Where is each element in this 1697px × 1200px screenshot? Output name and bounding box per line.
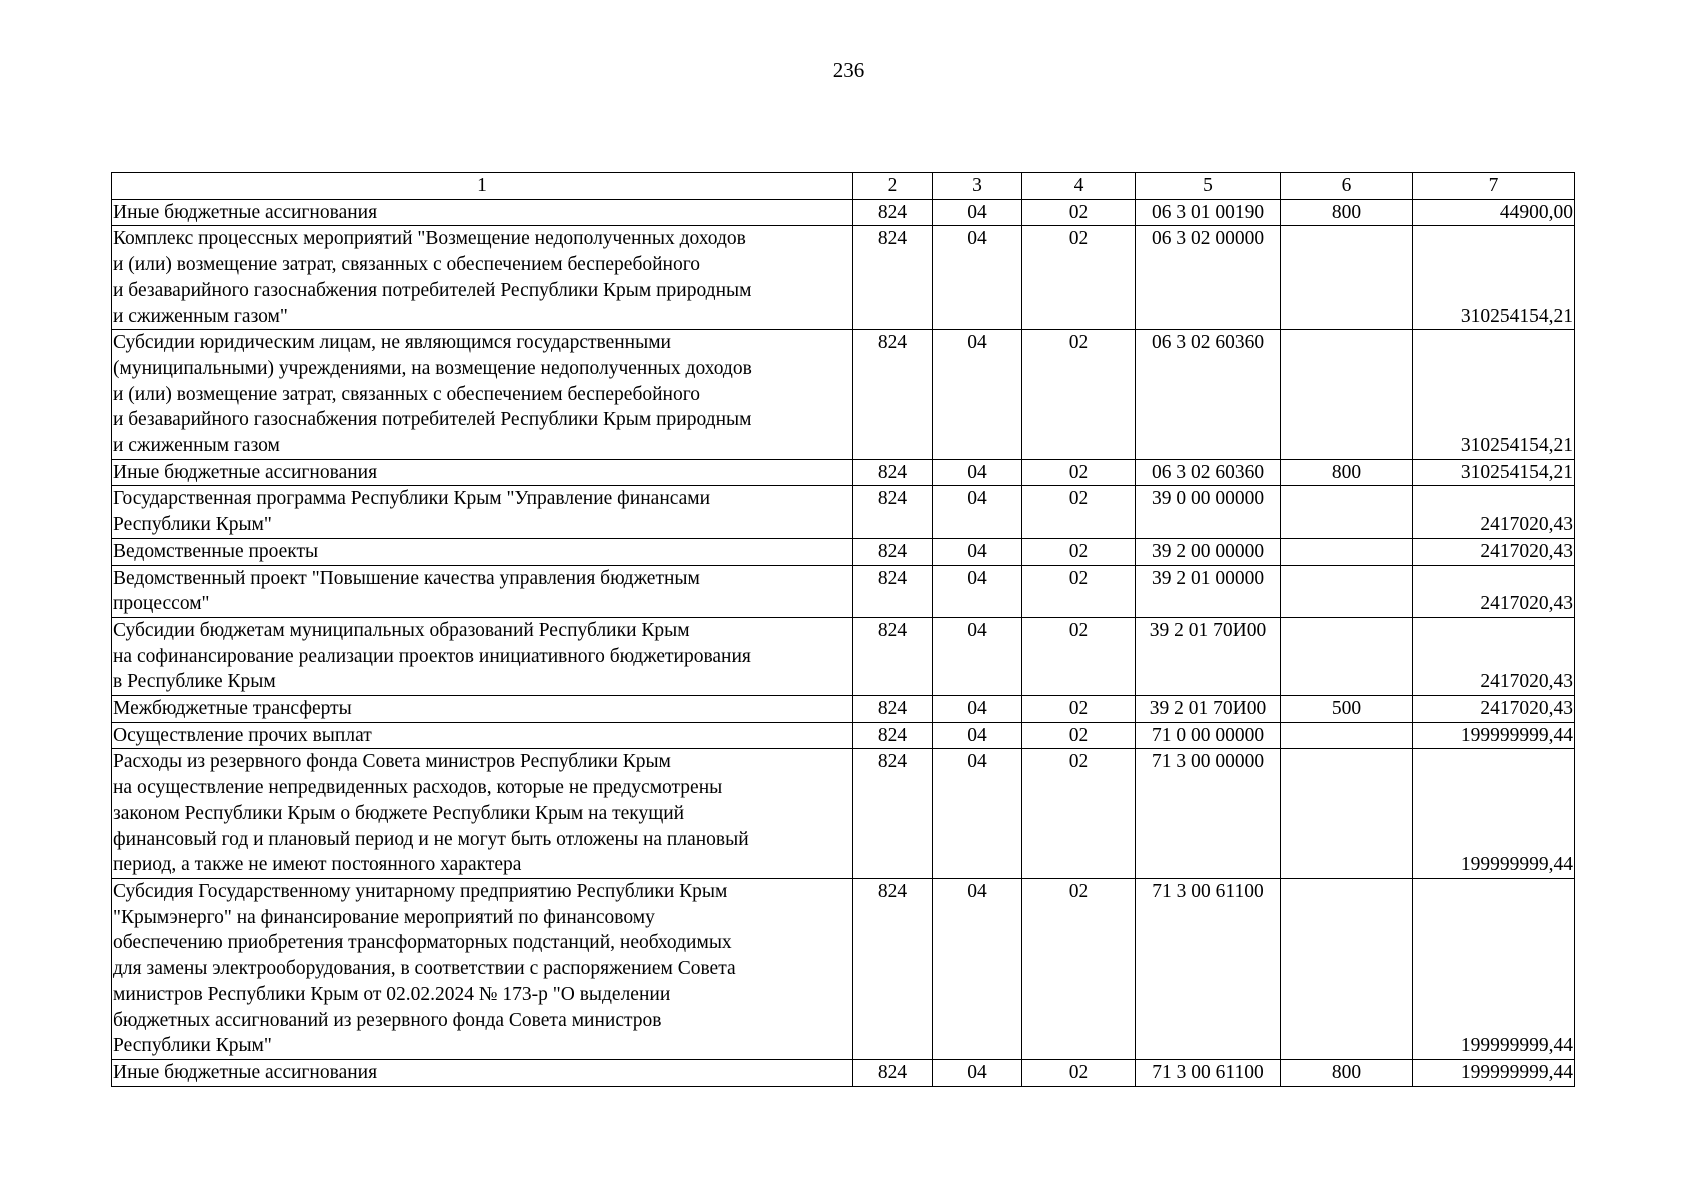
amount-cell: 199999999,44 — [1413, 722, 1575, 749]
page-number: 236 — [832, 58, 865, 82]
subsection-code-cell: 02 — [1022, 199, 1136, 226]
target-article-cell: 06 3 02 00000 — [1136, 226, 1281, 330]
target-article-cell: 71 3 00 61100 — [1136, 1059, 1281, 1086]
header-cell: 6 — [1281, 173, 1413, 200]
item-name-cell: Межбюджетные трансферты — [112, 696, 853, 723]
expense-type-cell — [1281, 565, 1413, 617]
amount-cell: 310254154,21 — [1413, 459, 1575, 486]
table-row — [112, 696, 1575, 723]
ministry-code-cell: 824 — [853, 696, 933, 723]
table-header-row — [112, 173, 1575, 200]
subsection-code-cell: 02 — [1022, 226, 1136, 330]
expense-type-cell: 800 — [1281, 459, 1413, 486]
ministry-code-cell: 824 — [853, 722, 933, 749]
amount-cell: 199999999,44 — [1413, 878, 1575, 1059]
ministry-code-cell: 824 — [853, 749, 933, 879]
amount-cell: 2417020,43 — [1413, 696, 1575, 723]
table-row — [112, 617, 1575, 695]
subsection-code-cell: 02 — [1022, 696, 1136, 723]
amount-cell: 2417020,43 — [1413, 486, 1575, 538]
section-code-cell: 04 — [933, 226, 1022, 330]
section-code-cell: 04 — [933, 1059, 1022, 1086]
ministry-code-cell: 824 — [853, 538, 933, 565]
section-code-cell: 04 — [933, 486, 1022, 538]
ministry-code-cell: 824 — [853, 459, 933, 486]
expense-type-cell — [1281, 538, 1413, 565]
target-article-cell: 39 2 01 70И00 — [1136, 617, 1281, 695]
item-name-cell: Иные бюджетные ассигнования — [112, 1059, 853, 1086]
header-cell: 7 — [1413, 173, 1575, 200]
target-article-cell: 71 0 00 00000 — [1136, 722, 1281, 749]
table-row — [112, 538, 1575, 565]
expense-type-cell: 500 — [1281, 696, 1413, 723]
ministry-code-cell: 824 — [853, 1059, 933, 1086]
table-row — [112, 330, 1575, 460]
table-row — [112, 459, 1575, 486]
expense-type-cell — [1281, 722, 1413, 749]
item-name-cell: Государственная программа Республики Крым "Управление финансами Республики Крым" — [112, 486, 853, 538]
item-name-cell: Субсидия Государственному унитарному предприятию Республики Крым "Крымэнерго" на финансирование мероприятий по финансовому обеспечению приобретения трансформаторных подстанций, необходимых для замены электрооборудования, в соответствии с распоряжением Совета министров Республики Крым от 02.02.2024 № 173-р "О выделении бюджетных ассигнований из резервного фонда Совета министров Республики Крым" — [112, 878, 853, 1059]
item-name-cell: Расходы из резервного фонда Совета министров Республики Крым на осуществление непредвиденных расходов, которые не предусмотрены законом Республики Крым о бюджете Республики Крым на текущий финансовый год и плановый период и не могут быть отложены на плановый период, а также не имеют постоянного характера — [112, 749, 853, 879]
subsection-code-cell: 02 — [1022, 538, 1136, 565]
header-cell: 1 — [112, 173, 853, 200]
target-article-cell: 06 3 02 60360 — [1136, 330, 1281, 460]
ministry-code-cell: 824 — [853, 226, 933, 330]
target-article-cell: 39 2 00 00000 — [1136, 538, 1281, 565]
item-name-cell: Иные бюджетные ассигнования — [112, 459, 853, 486]
section-code-cell: 04 — [933, 330, 1022, 460]
subsection-code-cell: 02 — [1022, 486, 1136, 538]
table-row — [112, 199, 1575, 226]
item-name-cell: Ведомственные проекты — [112, 538, 853, 565]
table-row — [112, 878, 1575, 1059]
table-row — [112, 486, 1575, 538]
item-name-cell: Комплекс процессных мероприятий "Возмещение недополученных доходов и (или) возмещение затрат, связанных с обеспечением бесперебойного и безаварийного газоснабжения потребителей Республики Крым природным и сжиженным газом" — [112, 226, 853, 330]
section-code-cell: 04 — [933, 565, 1022, 617]
amount-cell: 2417020,43 — [1413, 565, 1575, 617]
section-code-cell: 04 — [933, 617, 1022, 695]
header-cell: 4 — [1022, 173, 1136, 200]
header-cell: 5 — [1136, 173, 1281, 200]
ministry-code-cell: 824 — [853, 565, 933, 617]
expense-type-cell — [1281, 749, 1413, 879]
header-cell: 3 — [933, 173, 1022, 200]
subsection-code-cell: 02 — [1022, 878, 1136, 1059]
table-row — [112, 565, 1575, 617]
target-article-cell: 06 3 01 00190 — [1136, 199, 1281, 226]
target-article-cell: 39 0 00 00000 — [1136, 486, 1281, 538]
expense-type-cell — [1281, 878, 1413, 1059]
item-name-cell: Ведомственный проект "Повышение качества управления бюджетным процессом" — [112, 565, 853, 617]
amount-cell: 2417020,43 — [1413, 617, 1575, 695]
subsection-code-cell: 02 — [1022, 459, 1136, 486]
subsection-code-cell: 02 — [1022, 749, 1136, 879]
table-row — [112, 749, 1575, 879]
section-code-cell: 04 — [933, 538, 1022, 565]
expense-type-cell: 800 — [1281, 1059, 1413, 1086]
ministry-code-cell: 824 — [853, 199, 933, 226]
section-code-cell: 04 — [933, 459, 1022, 486]
item-name-cell: Осуществление прочих выплат — [112, 722, 853, 749]
section-code-cell: 04 — [933, 696, 1022, 723]
subsection-code-cell: 02 — [1022, 330, 1136, 460]
target-article-cell: 39 2 01 00000 — [1136, 565, 1281, 617]
ministry-code-cell: 824 — [853, 486, 933, 538]
subsection-code-cell: 02 — [1022, 722, 1136, 749]
expense-type-cell — [1281, 330, 1413, 460]
target-article-cell: 06 3 02 60360 — [1136, 459, 1281, 486]
expense-type-cell — [1281, 486, 1413, 538]
subsection-code-cell: 02 — [1022, 617, 1136, 695]
amount-cell: 44900,00 — [1413, 199, 1575, 226]
expense-type-cell — [1281, 226, 1413, 330]
subsection-code-cell: 02 — [1022, 565, 1136, 617]
ministry-code-cell: 824 — [853, 878, 933, 1059]
target-article-cell: 71 3 00 61100 — [1136, 878, 1281, 1059]
table-row — [112, 1059, 1575, 1086]
ministry-code-cell: 824 — [853, 617, 933, 695]
budget-table — [111, 172, 1575, 1087]
expense-type-cell: 800 — [1281, 199, 1413, 226]
expense-type-cell — [1281, 617, 1413, 695]
ministry-code-cell: 824 — [853, 330, 933, 460]
item-name-cell: Иные бюджетные ассигнования — [112, 199, 853, 226]
amount-cell: 199999999,44 — [1413, 1059, 1575, 1086]
item-name-cell: Субсидии юридическим лицам, не являющимся государственными (муниципальными) учреждениями, на возмещение недополученных доходов и (или) возмещение затрат, связанных с обеспечением бесперебойного и безаварийного газоснабжения потребителей Республики Крым природным и сжиженным газом — [112, 330, 853, 460]
header-cell: 2 — [853, 173, 933, 200]
amount-cell: 310254154,21 — [1413, 226, 1575, 330]
target-article-cell: 39 2 01 70И00 — [1136, 696, 1281, 723]
section-code-cell: 04 — [933, 199, 1022, 226]
section-code-cell: 04 — [933, 722, 1022, 749]
subsection-code-cell: 02 — [1022, 1059, 1136, 1086]
item-name-cell: Субсидии бюджетам муниципальных образований Республики Крым на софинансирование реализации проектов инициативного бюджетирования в Республике Крым — [112, 617, 853, 695]
section-code-cell: 04 — [933, 878, 1022, 1059]
amount-cell: 310254154,21 — [1413, 330, 1575, 460]
section-code-cell: 04 — [933, 749, 1022, 879]
table-row — [112, 226, 1575, 330]
target-article-cell: 71 3 00 00000 — [1136, 749, 1281, 879]
amount-cell: 199999999,44 — [1413, 749, 1575, 879]
table-row — [112, 722, 1575, 749]
amount-cell: 2417020,43 — [1413, 538, 1575, 565]
